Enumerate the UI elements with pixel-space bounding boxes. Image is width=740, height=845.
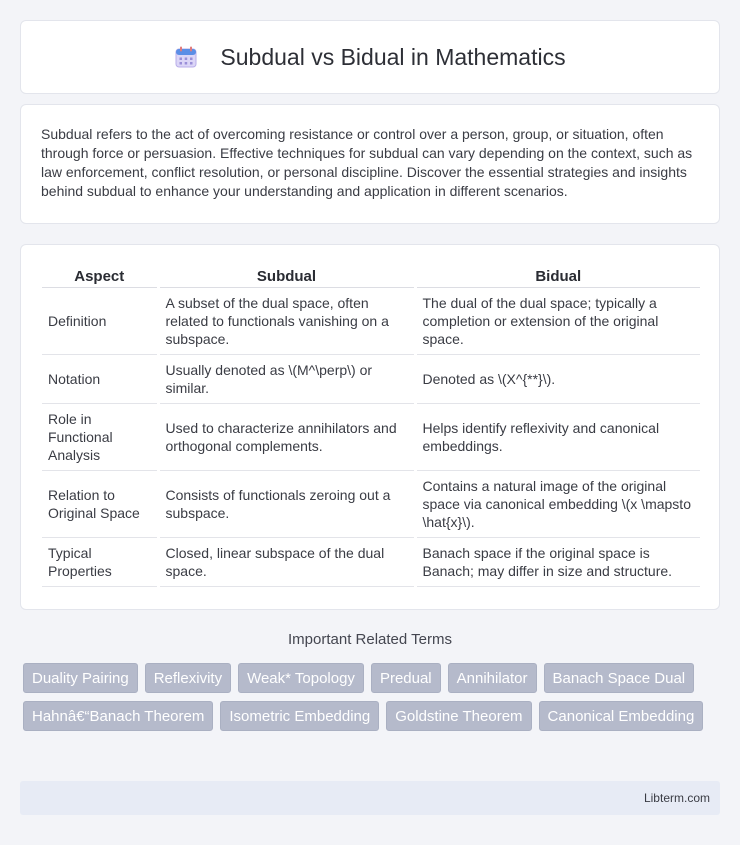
related-terms-title: Important Related Terms xyxy=(288,631,452,648)
calendar-icon xyxy=(174,45,198,69)
related-terms-tags xyxy=(23,663,723,731)
table-row xyxy=(42,471,700,538)
table-cell: Banach space if the original space is Banach; may differ in size and structure. xyxy=(415,538,700,587)
table-cell: Helps identify reflexivity and canonical embeddings. xyxy=(415,404,700,471)
footer-site-link[interactable]: Libterm.com xyxy=(643,791,710,805)
comparison-table xyxy=(42,265,700,587)
title-wrap xyxy=(174,44,565,71)
header-card xyxy=(20,20,720,94)
table-cell: Consists of functionals zeroing out a subspace. xyxy=(158,471,415,538)
table-cell: Typical Properties xyxy=(42,538,158,587)
column-header-subdual: Subdual xyxy=(158,265,415,288)
table-cell: Notation xyxy=(42,355,158,404)
table-cell: The dual of the dual space; typically a completion or extension of the original space. xyxy=(415,288,700,355)
intro-card xyxy=(20,104,720,224)
tag-duality-pairing[interactable]: Duality Pairing xyxy=(23,663,138,693)
tag-weak-topology[interactable]: Weak* Topology xyxy=(238,663,364,693)
tag-annihilator[interactable]: Annihilator xyxy=(448,663,537,693)
table-row xyxy=(42,404,700,471)
table-cell: Usually denoted as \(M^\perp\) or similar. xyxy=(158,355,415,404)
tag-predual[interactable]: Predual xyxy=(371,663,441,693)
table-cell: Contains a natural image of the original space via canonical embedding \(x \mapsto \hat{x}\). xyxy=(415,471,700,538)
table-cell: Relation to Original Space xyxy=(42,471,158,538)
page-title: Subdual vs Bidual in Mathematics xyxy=(220,43,566,70)
table-row xyxy=(42,538,700,587)
tag-goldstine-theorem[interactable]: Goldstine Theorem xyxy=(386,701,531,731)
table-cell: Denoted as \(X^{**}\). xyxy=(415,355,700,404)
intro-text: Subdual refers to the act of overcoming resistance or control over a person, group, or situation, often through force or persuasion. Effective techniques for subdual can vary depending on the context, such as law enforcement, conflict resolution, or personal discipline. Discover the essential strategies and insights behind subdual to enhance your understanding and application in different scenarios. xyxy=(41,126,693,199)
table-row xyxy=(42,288,700,355)
footer xyxy=(20,781,720,815)
table-card xyxy=(20,244,720,610)
table-row xyxy=(42,355,700,404)
tag-hahn-banach-theorem[interactable]: Hahnâ€“Banach Theorem xyxy=(23,701,213,731)
table-cell: Definition xyxy=(42,288,158,355)
tag-reflexivity[interactable]: Reflexivity xyxy=(145,663,231,693)
table-cell: Role in Functional Analysis xyxy=(42,404,158,471)
table-cell: Used to characterize annihilators and orthogonal complements. xyxy=(158,404,415,471)
column-header-bidual: Bidual xyxy=(415,265,700,288)
table-cell: A subset of the dual space, often related to functionals vanishing on a subspace. xyxy=(158,288,415,355)
tag-banach-space-dual[interactable]: Banach Space Dual xyxy=(544,663,695,693)
tag-canonical-embedding[interactable]: Canonical Embedding xyxy=(539,701,704,731)
table-cell: Closed, linear subspace of the dual space. xyxy=(158,538,415,587)
column-header-aspect: Aspect xyxy=(42,265,158,288)
table-header-row xyxy=(42,265,700,288)
tag-isometric-embedding[interactable]: Isometric Embedding xyxy=(220,701,379,731)
